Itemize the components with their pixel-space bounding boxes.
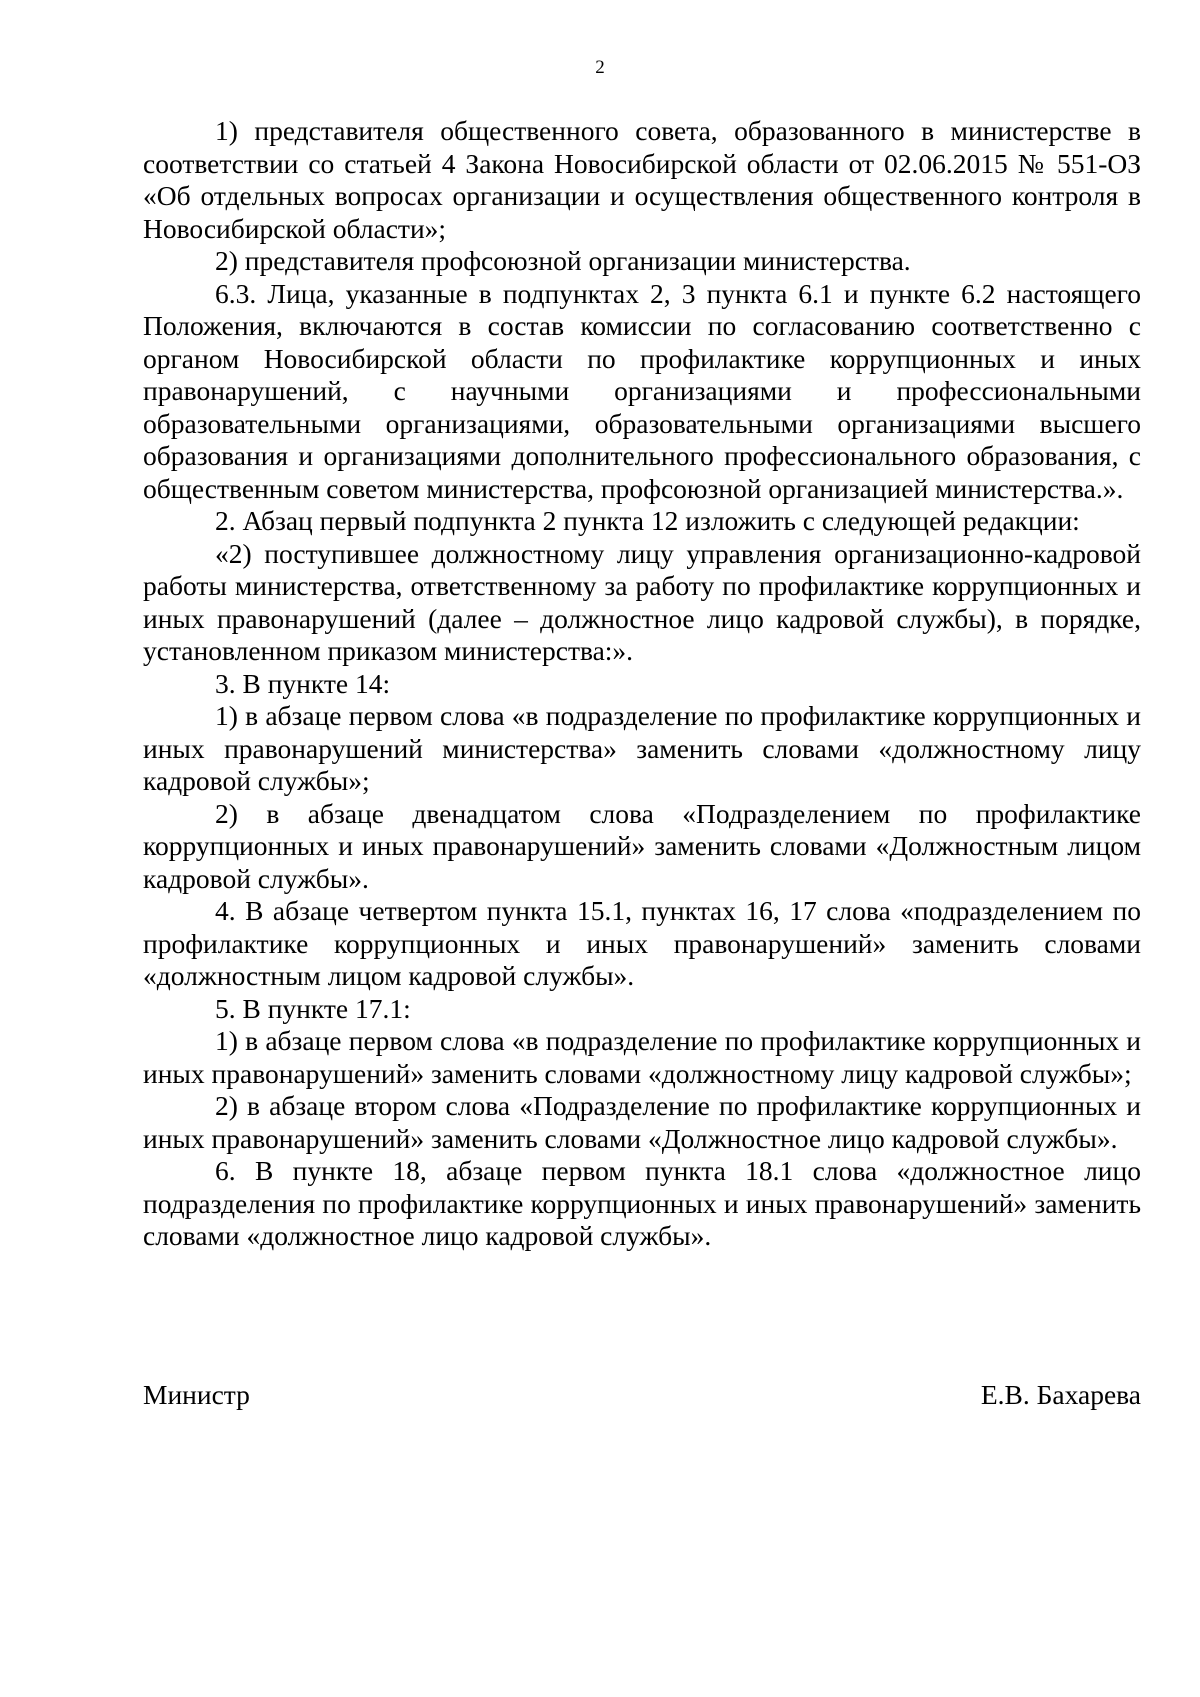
- page-number: 2: [595, 57, 605, 78]
- paragraph: 1) в абзаце первом слова «в подразделение по профилактике коррупционных и иных правонарушений министерства» заменить словами «должностному лицу кадровой службы»;: [143, 700, 1141, 796]
- paragraph: 4. В абзаце четвертом пункта 15.1, пунктах 16, 17 слова «подразделением по профилактике коррупционных и иных правонарушений» заменить словами «должностным лицом кадровой службы».: [143, 895, 1141, 991]
- signatory-title: Министр: [143, 1379, 250, 1410]
- paragraph: 1) представителя общественного совета, образованного в министерстве в соответствии со статьей 4 Закона Новосибирской области от 02.06.2015 № 551-ОЗ «Об отдельных вопросах организации и осуществления общественного контроля в Новосибирской области»;: [143, 115, 1141, 244]
- paragraph: 2) представителя профсоюзной организации министерства.: [215, 245, 911, 276]
- document-body: [143, 115, 1141, 1253]
- paragraph: 2) в абзаце двенадцатом слова «Подразделением по профилактике коррупционных и иных правонарушений» заменить словами «Должностным лицом кадровой службы».: [143, 797, 1141, 894]
- paragraph: 3. В пункте 14:: [215, 667, 391, 699]
- paragraph: «2) поступившее должностному лицу управления организационно-кадровой работы министерства, ответственному за работу по профилактике коррупционных и иных правонарушений (далее – должностное лицо кадровой службы), в порядке, установленном приказом министерства:».: [143, 537, 1141, 666]
- paragraph: 2) в абзаце втором слова «Подразделение по профилактике коррупционных и иных правонарушений» заменить словами «Должностное лицо кадровой службы».: [143, 1090, 1141, 1154]
- paragraph: 6.3. Лица, указанные в подпунктах 2, 3 пункта 6.1 и пункте 6.2 настоящего Положения, включаются в состав комиссии по согласованию соответственно с органом Новосибирской области по профилактике коррупционных и иных правонарушений, с научными организациями и профессиональными образовательными организациями, образовательными организациями высшего образования и организациями дополнительного профессионального образования, с общественным советом министерства, профсоюзной организацией министерства.».: [143, 277, 1141, 504]
- paragraph: 1) в абзаце первом слова «в подразделение по профилактике коррупционных и иных правонарушений» заменить словами «должностному лицу кадровой службы»;: [143, 1025, 1141, 1089]
- paragraph: 5. В пункте 17.1:: [215, 992, 411, 1024]
- paragraph: 6. В пункте 18, абзаце первом пункта 18.1 слова «должностное лицо подразделения по профилактике коррупционных и иных правонарушений» заменить словами «должностное лицо кадровой службы».: [143, 1155, 1141, 1251]
- signatory-name: Е.В. Бахарева: [980, 1379, 1141, 1410]
- paragraph: 2. Абзац первый подпункта 2 пункта 12 изложить с следующей редакции:: [215, 505, 1080, 536]
